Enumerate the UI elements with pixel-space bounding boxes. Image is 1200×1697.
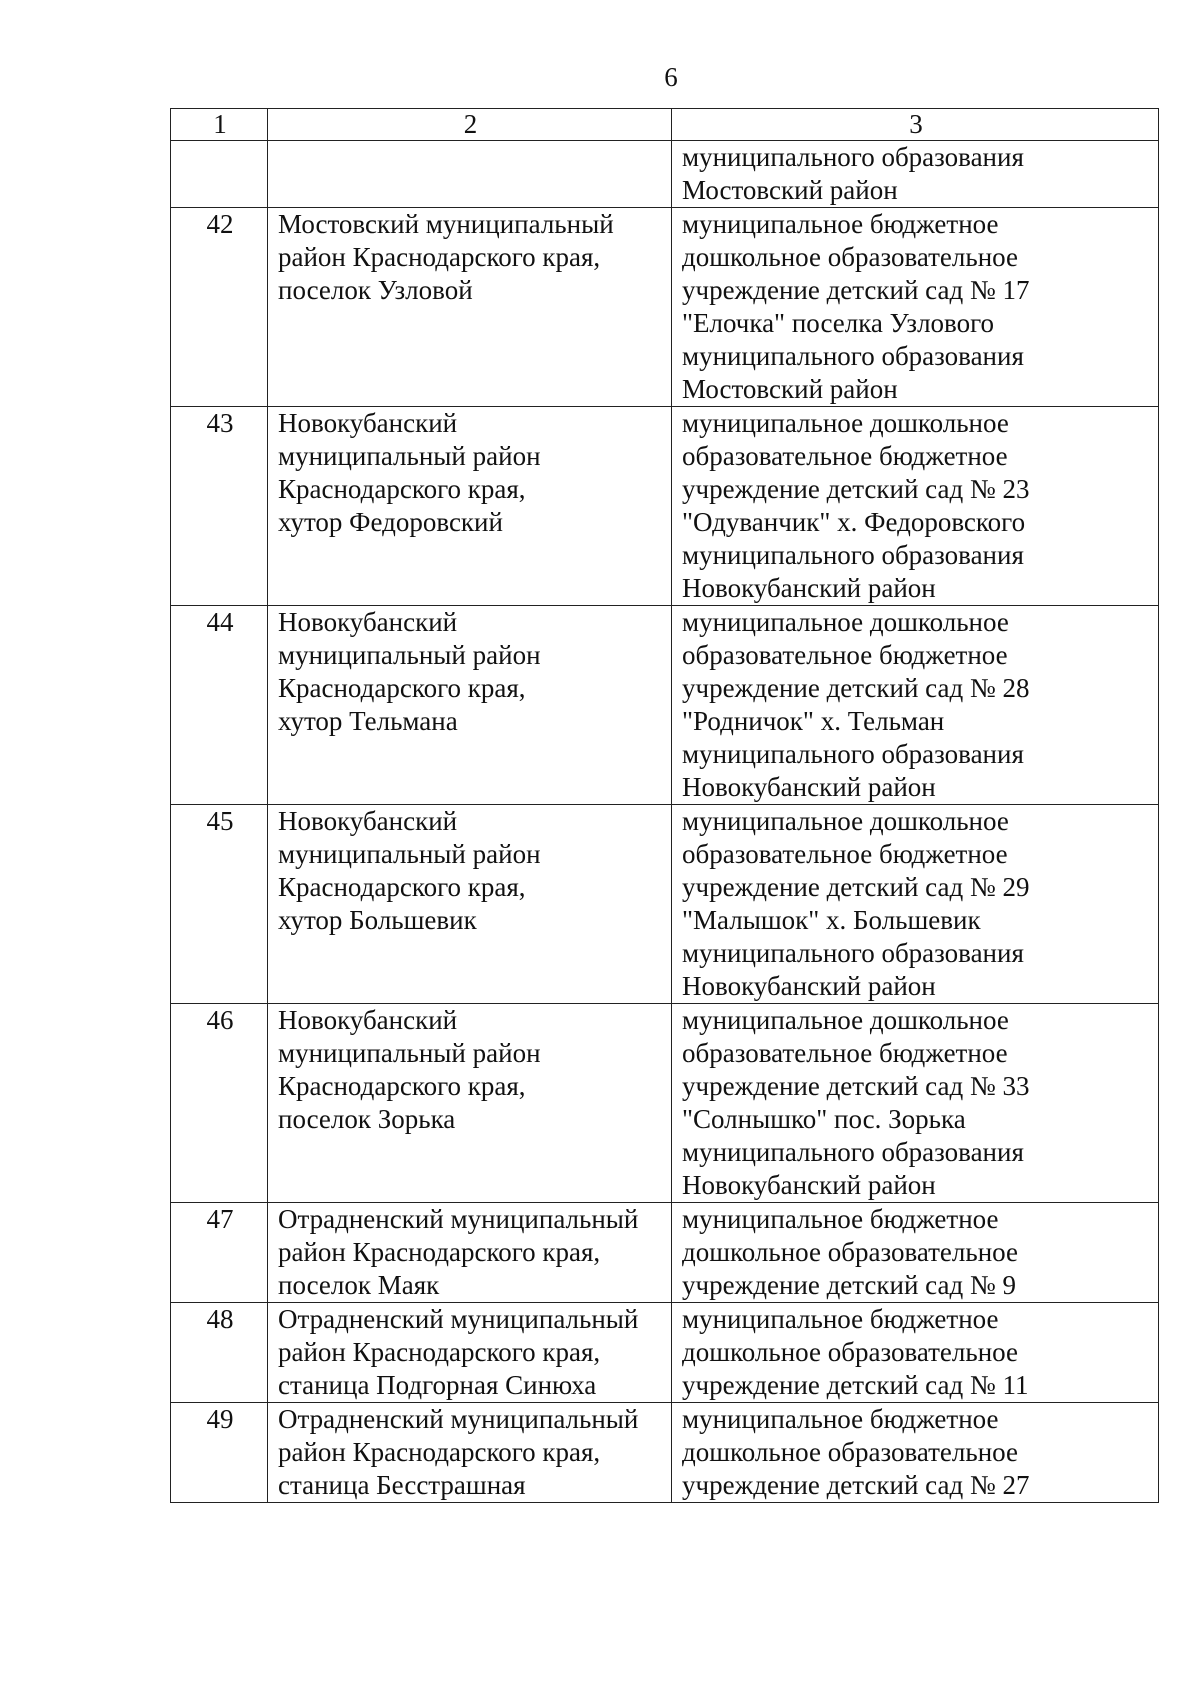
row-number: 42 [171, 208, 268, 407]
table-row [171, 1403, 1159, 1503]
table-row [171, 606, 1159, 805]
row-institution: муниципальное бюджетное дошкольное образовательное учреждение детский сад № 17 "Елочка" поселка Узлового муниципального образования Мостовский район [672, 208, 1159, 407]
table-row [171, 1004, 1159, 1203]
row-number: 43 [171, 407, 268, 606]
row-institution: муниципальное бюджетное дошкольное образовательное учреждение детский сад № 11 [672, 1303, 1159, 1403]
table-row [171, 1203, 1159, 1303]
row-number: 49 [171, 1403, 268, 1503]
row-institution: муниципальное дошкольное образовательное бюджетное учреждение детский сад № 33 "Солнышко" пос. Зорька муниципального образования Новокубанский район [672, 1004, 1159, 1203]
row-location: Отрадненский муниципальный район Краснодарского края, станица Подгорная Синюха [268, 1303, 672, 1403]
table-row [171, 208, 1159, 407]
row-location: Отрадненский муниципальный район Краснодарского края, поселок Маяк [268, 1203, 672, 1303]
row-institution: муниципальное бюджетное дошкольное образовательное учреждение детский сад № 9 [672, 1203, 1159, 1303]
column-header-number: 1 [171, 109, 268, 141]
row-institution: муниципального образования Мостовский район [672, 141, 1159, 208]
table-row [171, 805, 1159, 1004]
row-institution: муниципальное дошкольное образовательное бюджетное учреждение детский сад № 29 "Малышок" х. Большевик муниципального образования Новокубанский район [672, 805, 1159, 1004]
table-header-row [171, 109, 1159, 141]
row-institution: муниципальное бюджетное дошкольное образовательное учреждение детский сад № 27 [672, 1403, 1159, 1503]
row-location: Отрадненский муниципальный район Краснодарского края, станица Бесстрашная [268, 1403, 672, 1503]
column-header-institution: 3 [672, 109, 1159, 141]
column-header-location: 2 [268, 109, 672, 141]
row-number: 44 [171, 606, 268, 805]
institutions-table [170, 108, 1159, 1503]
table-row [171, 1303, 1159, 1403]
row-location: Новокубанский муниципальный район Краснодарского края, хутор Федоровский [268, 407, 672, 606]
page-number: 6 [664, 62, 678, 92]
row-location: Новокубанский муниципальный район Краснодарского края, хутор Тельмана [268, 606, 672, 805]
row-location: Мостовский муниципальный район Краснодарского края, поселок Узловой [268, 208, 672, 407]
row-institution: муниципальное дошкольное образовательное бюджетное учреждение детский сад № 28 "Родничок" х. Тельман муниципального образования Новокубанский район [672, 606, 1159, 805]
row-number: 47 [171, 1203, 268, 1303]
row-location: Новокубанский муниципальный район Краснодарского края, поселок Зорька [268, 1004, 672, 1203]
row-number: 48 [171, 1303, 268, 1403]
row-number [171, 141, 268, 208]
row-number: 45 [171, 805, 268, 1004]
row-location [268, 141, 672, 208]
table-row [171, 407, 1159, 606]
table-row [171, 141, 1159, 208]
row-institution: муниципальное дошкольное образовательное бюджетное учреждение детский сад № 23 "Одуванчик" х. Федоровского муниципального образования Новокубанский район [672, 407, 1159, 606]
row-number: 46 [171, 1004, 268, 1203]
row-location: Новокубанский муниципальный район Краснодарского края, хутор Большевик [268, 805, 672, 1004]
